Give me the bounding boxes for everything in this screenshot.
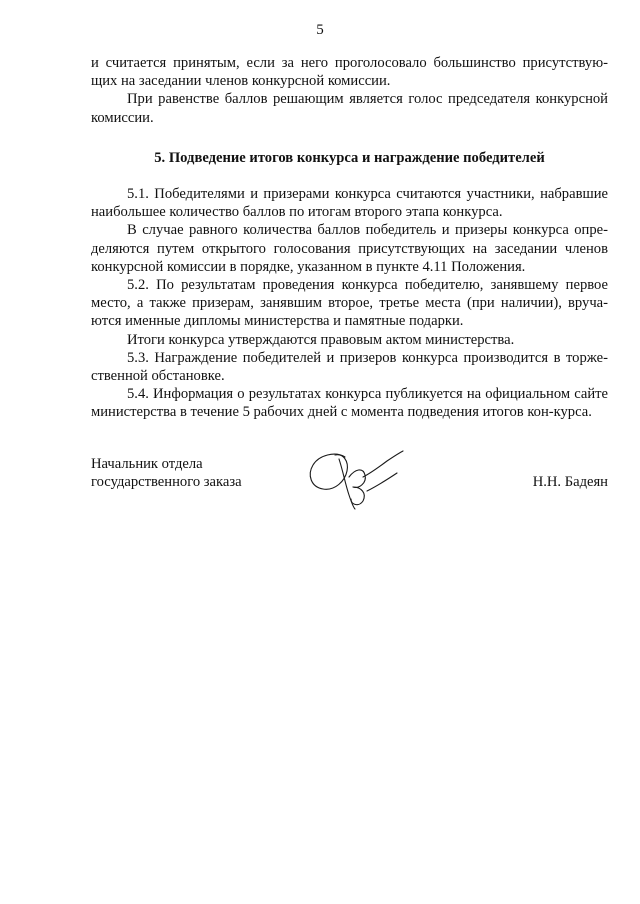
signer-name: Н.Н. Бадеян	[532, 474, 608, 490]
paragraph: 5.1. Победителями и призерами конкурса считаются участники, набравшие наибольшее количество баллов по итогам второго этапа конкурса.	[91, 186, 608, 221]
signature-block	[91, 455, 608, 525]
paragraph: 5.3. Награждение победителей и призеров конкурса производится в торже-ственной обстановке.	[91, 349, 608, 385]
handwritten-signature	[305, 447, 405, 511]
page-number: 5	[316, 22, 324, 38]
signer-title-line: Начальник отдела	[91, 456, 203, 472]
paragraph: 5.4. Информация о результатах конкурса публикуется на официальном сайте министерства в течение 5 рабочих дней с момента подведения итогов кон-курса.	[91, 386, 608, 421]
paragraph: 5.2. По результатам проведения конкурса победителю, занявшему первое место, а также призерам, занявшим второе, третье места (при наличии), вруча-ются именные дипломы министерства и памятные подарки.	[91, 277, 608, 330]
signer-title	[91, 455, 242, 491]
paragraph: При равенстве баллов решающим является голос председателя конкурсной комиссии.	[91, 91, 608, 126]
document-body	[91, 54, 608, 422]
section-heading: 5. Подведение итогов конкурса и награждение победителей	[154, 149, 545, 166]
paragraph: Итоги конкурса утверждаются правовым актом министерства.	[127, 331, 515, 348]
signer-title-line: государственного заказа	[91, 474, 242, 491]
paragraph: В случае равного количества баллов победитель и призеры конкурса опре-деляются путем открытого голосования присутствующих на заседании членов конкурсной комиссии в порядке, указанном в пункте 4.11 Положения.	[91, 222, 608, 275]
paragraph: и считается принятым, если за него проголосовало большинство присутствую-щих на заседании членов конкурсной комиссии.	[91, 55, 608, 90]
